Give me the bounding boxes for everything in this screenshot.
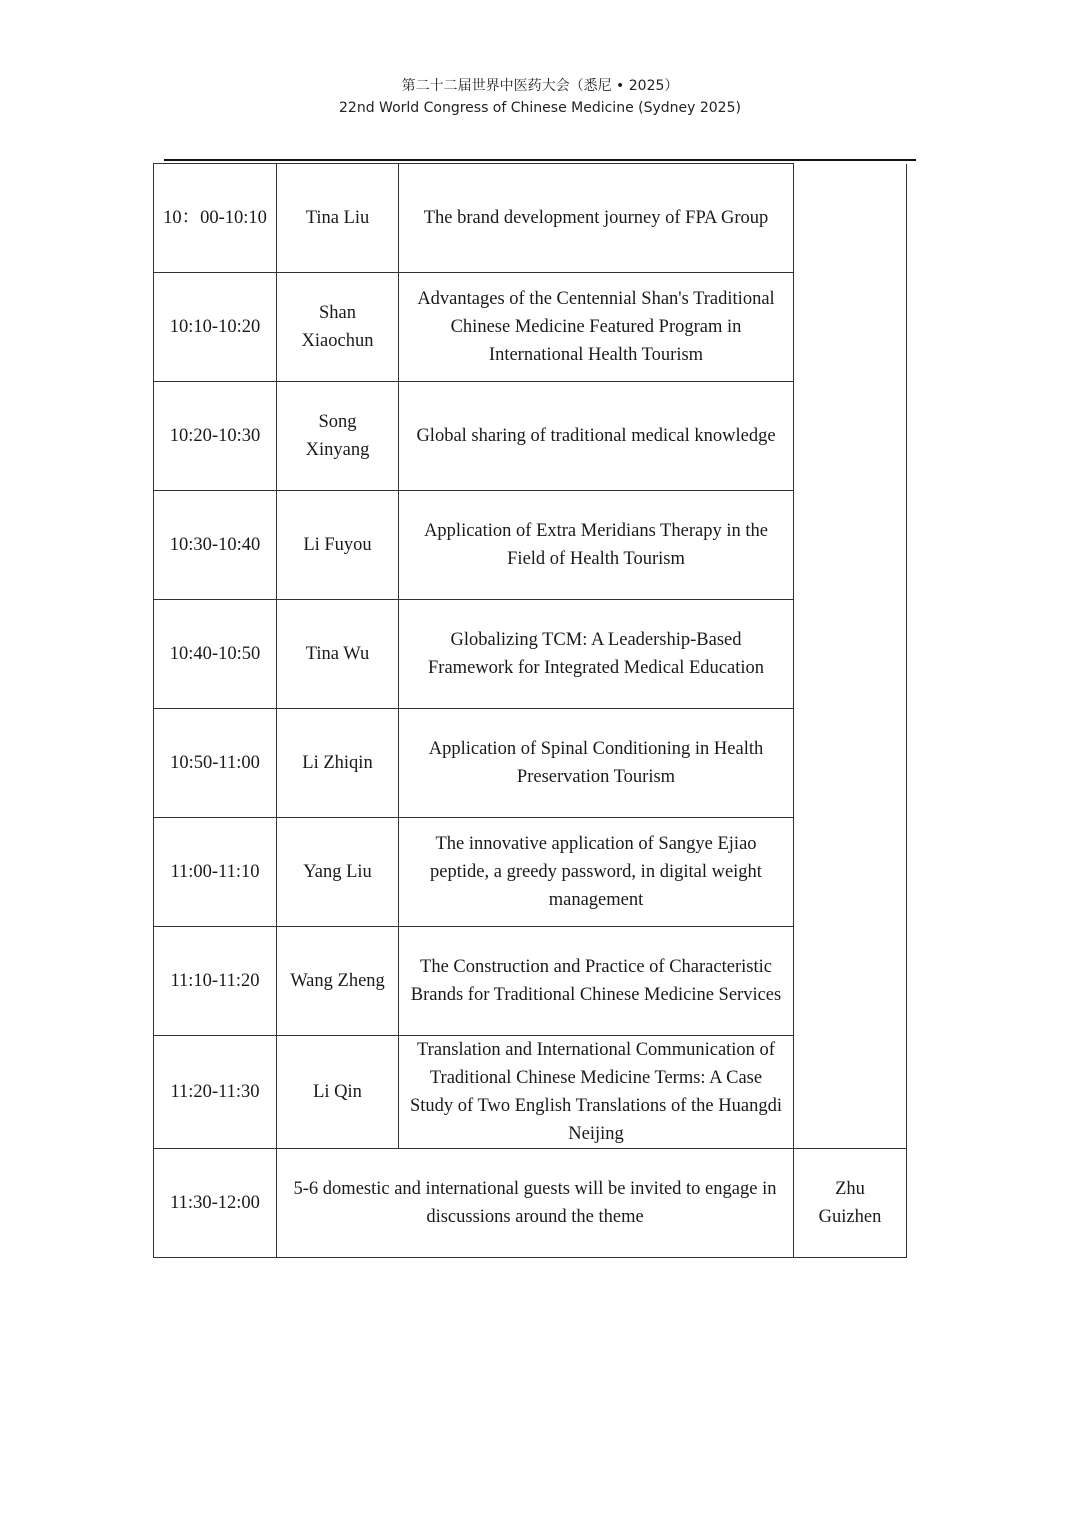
speaker-cell: Tina Wu bbox=[277, 600, 399, 709]
topic-cell: The innovative application of Sangye Ejiao peptide, a greedy password, in digital weight management bbox=[399, 818, 794, 927]
topic-cell: Translation and International Communication of Traditional Chinese Medicine Terms: A Case Study of Two English Translations of the Huangdi Neijing bbox=[399, 1036, 794, 1149]
page-header bbox=[0, 76, 1080, 118]
speaker-cell: Wang Zheng bbox=[277, 927, 399, 1036]
time-cell: 11:20-11:30 bbox=[154, 1036, 277, 1149]
topic-cell: Advantages of the Centennial Shan's Traditional Chinese Medicine Featured Program in International Health Tourism bbox=[399, 273, 794, 382]
speaker-cell: Tina Liu bbox=[277, 164, 399, 273]
speaker-cell: Song Xinyang bbox=[277, 382, 399, 491]
discussion-row bbox=[154, 1149, 907, 1258]
topic-cell: Globalizing TCM: A Leadership-Based Framework for Integrated Medical Education bbox=[399, 600, 794, 709]
topic-cell: The Construction and Practice of Characteristic Brands for Traditional Chinese Medicine Services bbox=[399, 927, 794, 1036]
time-cell: 10:20-10:30 bbox=[154, 382, 277, 491]
topic-cell: Global sharing of traditional medical knowledge bbox=[399, 382, 794, 491]
congress-title-chinese: 第二十二届世界中医药大会（悉尼 • 2025） bbox=[401, 78, 679, 94]
discussion-topic-cell: 5-6 domestic and international guests will be invited to engage in discussions around the theme bbox=[277, 1149, 794, 1258]
time-cell: 10:40-10:50 bbox=[154, 600, 277, 709]
topic-cell: Application of Extra Meridians Therapy in the Field of Health Tourism bbox=[399, 491, 794, 600]
topic-cell: Application of Spinal Conditioning in Health Preservation Tourism bbox=[399, 709, 794, 818]
speaker-cell: Li Qin bbox=[277, 1036, 399, 1149]
host-cell-empty bbox=[794, 164, 907, 1149]
speaker-cell: Yang Liu bbox=[277, 818, 399, 927]
header-rule bbox=[164, 159, 916, 161]
time-cell: 11:00-11:10 bbox=[154, 818, 277, 927]
time-cell: 10:30-10:40 bbox=[154, 491, 277, 600]
speaker-cell: Shan Xiaochun bbox=[277, 273, 399, 382]
time-cell: 11:10-11:20 bbox=[154, 927, 277, 1036]
speaker-cell: Li Zhiqin bbox=[277, 709, 399, 818]
speaker-cell: Li Fuyou bbox=[277, 491, 399, 600]
host-cell: Zhu Guizhen bbox=[794, 1149, 907, 1258]
topic-cell: The brand development journey of FPA Group bbox=[399, 164, 794, 273]
table-row bbox=[154, 164, 907, 273]
congress-title-english: 22nd World Congress of Chinese Medicine (Sydney 2025) bbox=[339, 100, 741, 116]
schedule-table bbox=[153, 163, 907, 1258]
time-cell: 10：00-10:10 bbox=[154, 164, 277, 273]
time-cell: 10:50-11:00 bbox=[154, 709, 277, 818]
time-cell: 10:10-10:20 bbox=[154, 273, 277, 382]
time-cell: 11:30-12:00 bbox=[154, 1149, 277, 1258]
